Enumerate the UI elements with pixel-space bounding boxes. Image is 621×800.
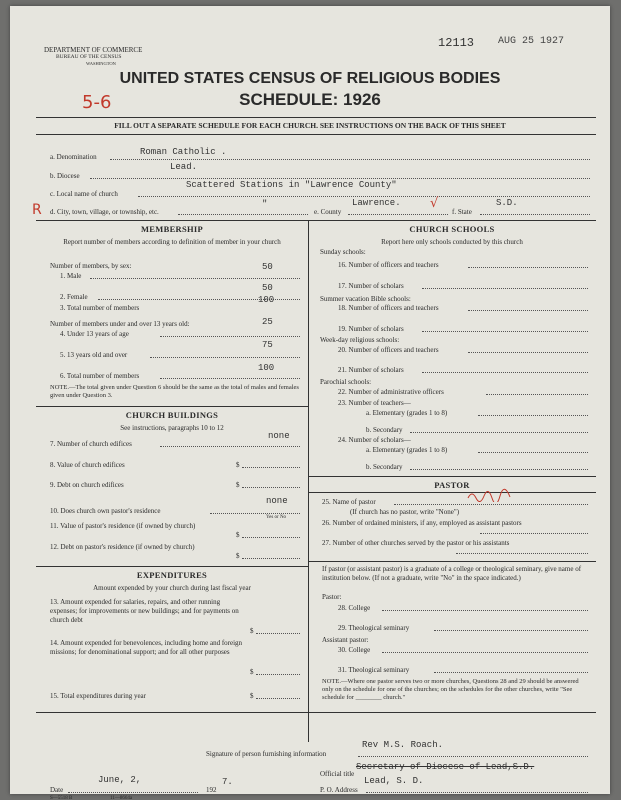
other-churches-label: 27. Number of other churches served by the pastor or his assistants: [322, 539, 510, 547]
by-sex-label: Number of members, by sex:: [50, 262, 132, 270]
assistant-sublabel: Assistant pastor:: [322, 636, 369, 644]
membership-intro: Report number of members according to definition of member in your church: [63, 238, 281, 246]
residence-label: 10. Does church own pastor's residence: [50, 507, 161, 515]
official-title-label: Official title: [320, 770, 355, 778]
residence-value-label: 11. Value of pastor's residence (if owned by church): [50, 522, 196, 530]
yes-no-hint: Yes or No: [266, 515, 287, 520]
state-value[interactable]: S.D.: [496, 198, 518, 208]
q30-label: 30. College: [338, 646, 371, 654]
diocese-value[interactable]: Lead.: [170, 162, 198, 172]
residence-value[interactable]: none: [266, 496, 288, 506]
denomination-label: a. Denomination: [50, 153, 97, 161]
q23b-label: b. Secondary: [366, 426, 403, 434]
total-members2-label: 6. Total number of members: [60, 372, 140, 380]
dollar-sign: $: [236, 552, 240, 560]
stamp-number: 12113: [438, 36, 475, 50]
q24-label: 24. Number of scholars—: [338, 436, 411, 444]
over-13-value[interactable]: 75: [262, 340, 273, 350]
form-subtitle: SCHEDULE: 1926: [239, 90, 381, 109]
city-value[interactable]: ": [262, 199, 268, 209]
schools-intro: Report here only schools conducted by this church: [381, 238, 523, 246]
dollar-sign: $: [250, 692, 254, 700]
edifice-value-label: 8. Value of church edifices: [50, 461, 125, 469]
county-label: e. County: [314, 208, 342, 216]
form-title: UNITED STATES CENSUS OF RELIGIOUS BODIES: [119, 70, 501, 87]
county-value[interactable]: Lawrence.: [352, 198, 401, 208]
schools-header: CHURCH SCHOOLS: [409, 224, 495, 234]
q22-label: 22. Number of administrative officers: [338, 388, 444, 396]
q16-label: 16. Number of officers and teachers: [338, 261, 439, 269]
male-value[interactable]: 50: [262, 262, 273, 272]
q29-label: 29. Theological seminary: [338, 624, 410, 632]
benevolences-label: 14. Amount expended for benevolences, including home and foreign missions; for denominational support; and for all other purposes: [50, 639, 243, 656]
po-address-value[interactable]: Lead, S. D.: [364, 776, 424, 786]
q24b-label: b. Secondary: [366, 463, 403, 471]
date-value[interactable]: June, 2,: [98, 775, 142, 785]
expenditures-sub: Amount expended by your church during last fiscal year: [93, 584, 251, 592]
date-label: Date: [50, 786, 64, 794]
q23a-label: a. Elementary (grades 1 to 8): [366, 409, 448, 417]
q21-label: 21. Number of scholars: [338, 366, 404, 374]
signature-value[interactable]: Rev M.S. Roach.: [362, 740, 444, 750]
dept-line1: DEPARTMENT OF COMMERCE: [44, 46, 143, 54]
handwritten-mark: 5-6: [82, 92, 112, 113]
stamp-date: AUG 25 1927: [498, 36, 565, 47]
total-members-value[interactable]: 100: [258, 295, 275, 305]
q19-label: 19. Number of scholars: [338, 325, 404, 333]
age-label: Number of members under and over 13 years old:: [50, 320, 190, 328]
parochial-label: Parochial schools:: [320, 378, 372, 386]
membership-note: NOTE.—The total given under Question 6 should be the same as the total of males and females given under Question 3.: [50, 384, 299, 399]
q18-label: 18. Number of officers and teachers: [338, 304, 439, 312]
q28-label: 28. College: [338, 604, 371, 612]
r-mark: R: [32, 202, 42, 218]
pastor-name-label: 25. Name of pastor: [322, 498, 376, 506]
q17-label: 17. Number of scholars: [338, 282, 404, 290]
signature-label: Signature of person furnishing information: [206, 750, 327, 758]
date-year-value[interactable]: 7.: [222, 777, 233, 787]
pastor-note: NOTE.—Where one pastor serves two or more churches, Questions 28 and 29 should be answered only on the schedule for one of the churches; on the schedules for the other churches, write "See schedule for ________ church.": [322, 678, 579, 701]
weekday-label: Week-day religious schools:: [320, 336, 400, 344]
date-year-label: 192: [206, 786, 217, 794]
female-value[interactable]: 50: [262, 283, 273, 293]
total-members-label: 3. Total number of members: [60, 304, 140, 312]
edifice-debt-label: 9. Debt on church edifices: [50, 481, 124, 489]
buildings-header: CHURCH BUILDINGS: [125, 410, 219, 420]
running-expenses-label: 13. Amount expended for salaries, repairs, and other running expenses; for improvements or new buildings; and for payments on church debt: [50, 598, 239, 624]
male-label: 1. Male: [60, 272, 82, 280]
q24a-label: a. Elementary (grades 1 to 8): [366, 446, 448, 454]
official-title-value[interactable]: Secretary of Diocese of Lead,S.D.: [356, 762, 535, 772]
q20-label: 20. Number of officers and teachers: [338, 346, 439, 354]
buildings-sub: See instructions, paragraphs 10 to 12: [120, 424, 224, 432]
summer-label: Summer vacation Bible schools:: [320, 295, 411, 303]
q31-label: 31. Theological seminary: [338, 666, 410, 674]
graduate-instruction: If pastor (or assistant pastor) is a graduate of a college or theological seminary, give name of institution below. (If not a graduate, write "No" in the space indicated.): [322, 565, 582, 582]
residence-debt-label: 12. Debt on pastor's residence (if owned by church): [50, 543, 195, 551]
dept-line2: BUREAU OF THE CENSUS: [56, 54, 122, 60]
form-number: S—5518 B: [50, 796, 73, 800]
dollar-sign: $: [236, 481, 240, 489]
church-name-value[interactable]: Scattered Stations in "Lawrence County": [186, 180, 397, 190]
print-number: 11—8664a: [110, 796, 133, 800]
dollar-sign: $: [250, 668, 254, 676]
census-schedule-paper: [10, 6, 610, 800]
assistant-pastors-label: 26. Number of ordained ministers, if any, employed as assistant pastors: [322, 519, 522, 527]
pastor-sublabel: Pastor:: [322, 593, 342, 601]
age-value[interactable]: 25: [262, 317, 273, 327]
edifices-value[interactable]: none: [268, 431, 290, 441]
instruction-line: FILL OUT A SEPARATE SCHEDULE FOR EACH CHURCH. SEE INSTRUCTIONS ON THE BACK OF THIS SHEET: [114, 121, 506, 130]
state-label: f. State: [452, 208, 472, 216]
denomination-value[interactable]: Roman Catholic .: [140, 147, 227, 157]
sunday-label: Sunday schools:: [320, 248, 366, 256]
pastor-name-hint: (If church has no pastor, write "None"): [350, 508, 460, 516]
dept-line3: WASHINGTON: [86, 61, 116, 66]
expenditures-header: EXPENDITURES: [136, 570, 208, 580]
over-13-label: 5. 13 years old and over: [60, 351, 128, 359]
pastor-name-scribble: [466, 488, 514, 502]
dollar-sign: $: [236, 531, 240, 539]
under-13-label: 4. Under 13 years of age: [60, 330, 129, 338]
membership-header: MEMBERSHIP: [140, 224, 204, 234]
female-label: 2. Female: [60, 293, 88, 301]
q23-label: 23. Number of teachers—: [338, 399, 411, 407]
total-expenditures-label: 15. Total expenditures during year: [50, 692, 146, 700]
diocese-label: b. Diocese: [50, 172, 80, 180]
total-members2-value[interactable]: 100: [258, 363, 275, 373]
po-address-label: P. O. Address: [320, 786, 358, 794]
pastor-header: PASTOR: [434, 480, 470, 490]
church-name-label: c. Local name of church: [50, 190, 118, 198]
edifices-label: 7. Number of church edifices: [50, 440, 132, 448]
check-mark: √: [430, 196, 439, 211]
dollar-sign: $: [236, 461, 240, 469]
city-label: d. City, town, village, or township, etc.: [50, 208, 159, 216]
dollar-sign: $: [250, 627, 254, 635]
